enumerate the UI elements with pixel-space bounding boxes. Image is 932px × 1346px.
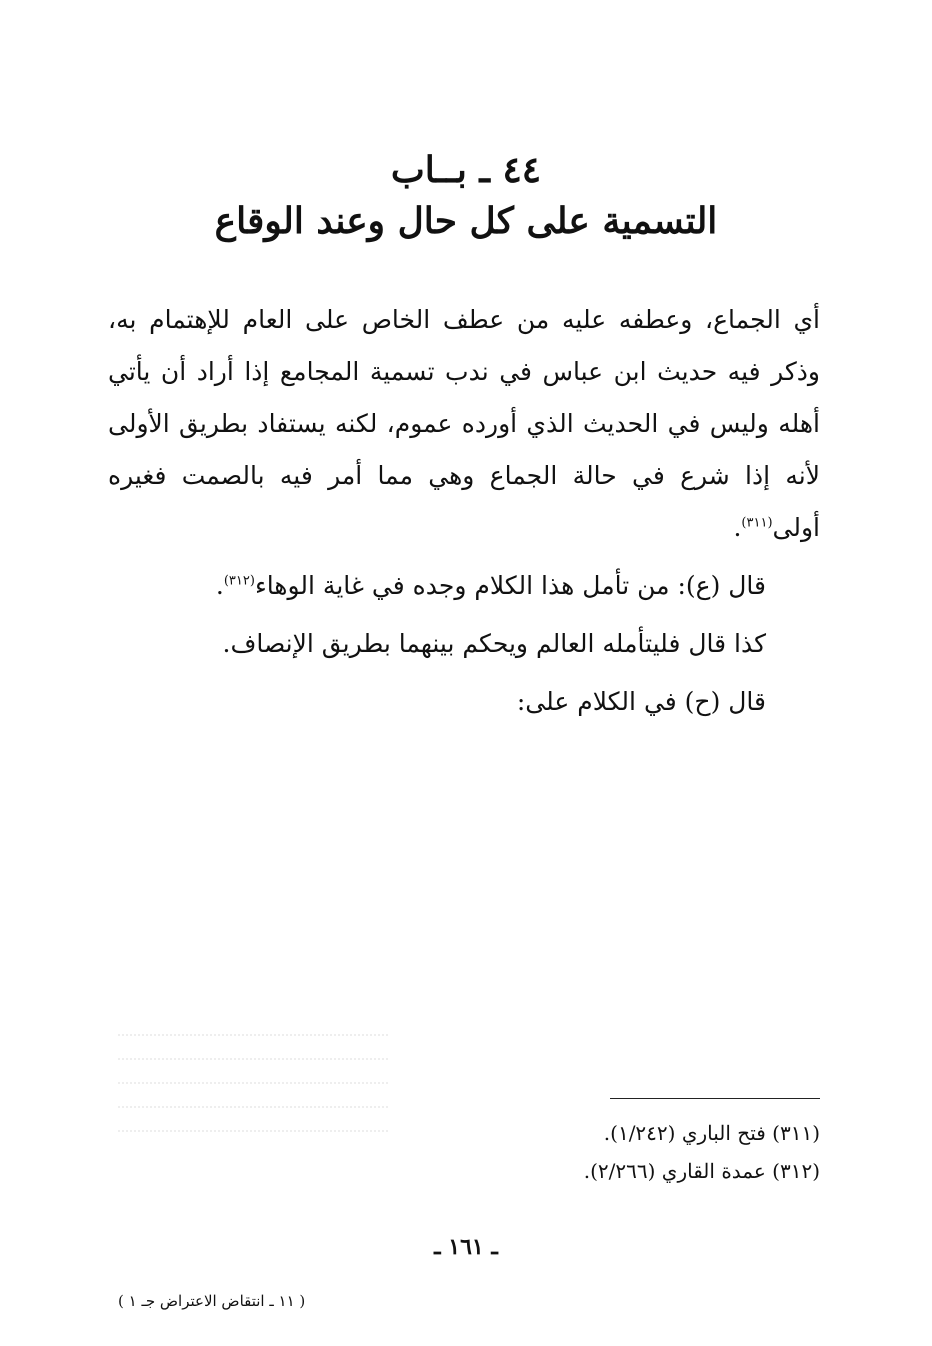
footnotes: [220, 1114, 820, 1190]
chapter-number: ٤٤ ـ بــاب: [390, 149, 542, 191]
paragraph-4: قال (ح) في الكلام على:: [516, 687, 766, 716]
body-text: [108, 294, 820, 728]
chapter-title: التسمية على كل حال وعند الوقاع: [214, 200, 718, 242]
paragraph-1-text: أي الجماع، وعطفه عليه من عطف الخاص على العام للإهتمام به، وذكر فيه حديث ابن عباس في ندب تسمية المجامع إذا أراد أن يأتي أهله وليس في الحديث الذي أورده عموم، لكنه يستفاد بطريق الأولى لأنه إذا شرع في حالة الجماع وهي مما أمر فيه بالصمت فغيره أولى: [108, 305, 820, 542]
footnote-311: (٣١١) فتح الباري (١/٢٤٢).: [603, 1121, 820, 1145]
paragraph-3: كذا قال فليتأمله العالم ويحكم بينهما بطريق الإنصاف.: [222, 629, 766, 658]
printer-signature: ( ١١ ـ انتقاض الاعتراض جـ ١ ): [118, 1292, 306, 1310]
footnote-ref-311: (٣١١): [741, 515, 773, 531]
footnote-divider: [610, 1098, 820, 1099]
paragraph-2-end: .: [215, 571, 224, 600]
footnote-312: (٣١٢) عمدة القاري (٢/٢٦٦).: [583, 1159, 820, 1183]
footnote-ref-312: (٣١٢): [223, 573, 255, 589]
paragraph-2: [108, 560, 820, 612]
paragraph-1-end: .: [733, 513, 742, 542]
page-number: ـ ١٦١ ـ: [434, 1234, 498, 1260]
paragraph-2-text: قال (ع): من تأمل هذا الكلام وجده في غاية الوهاء: [254, 571, 766, 600]
paragraph-1: [108, 294, 820, 554]
